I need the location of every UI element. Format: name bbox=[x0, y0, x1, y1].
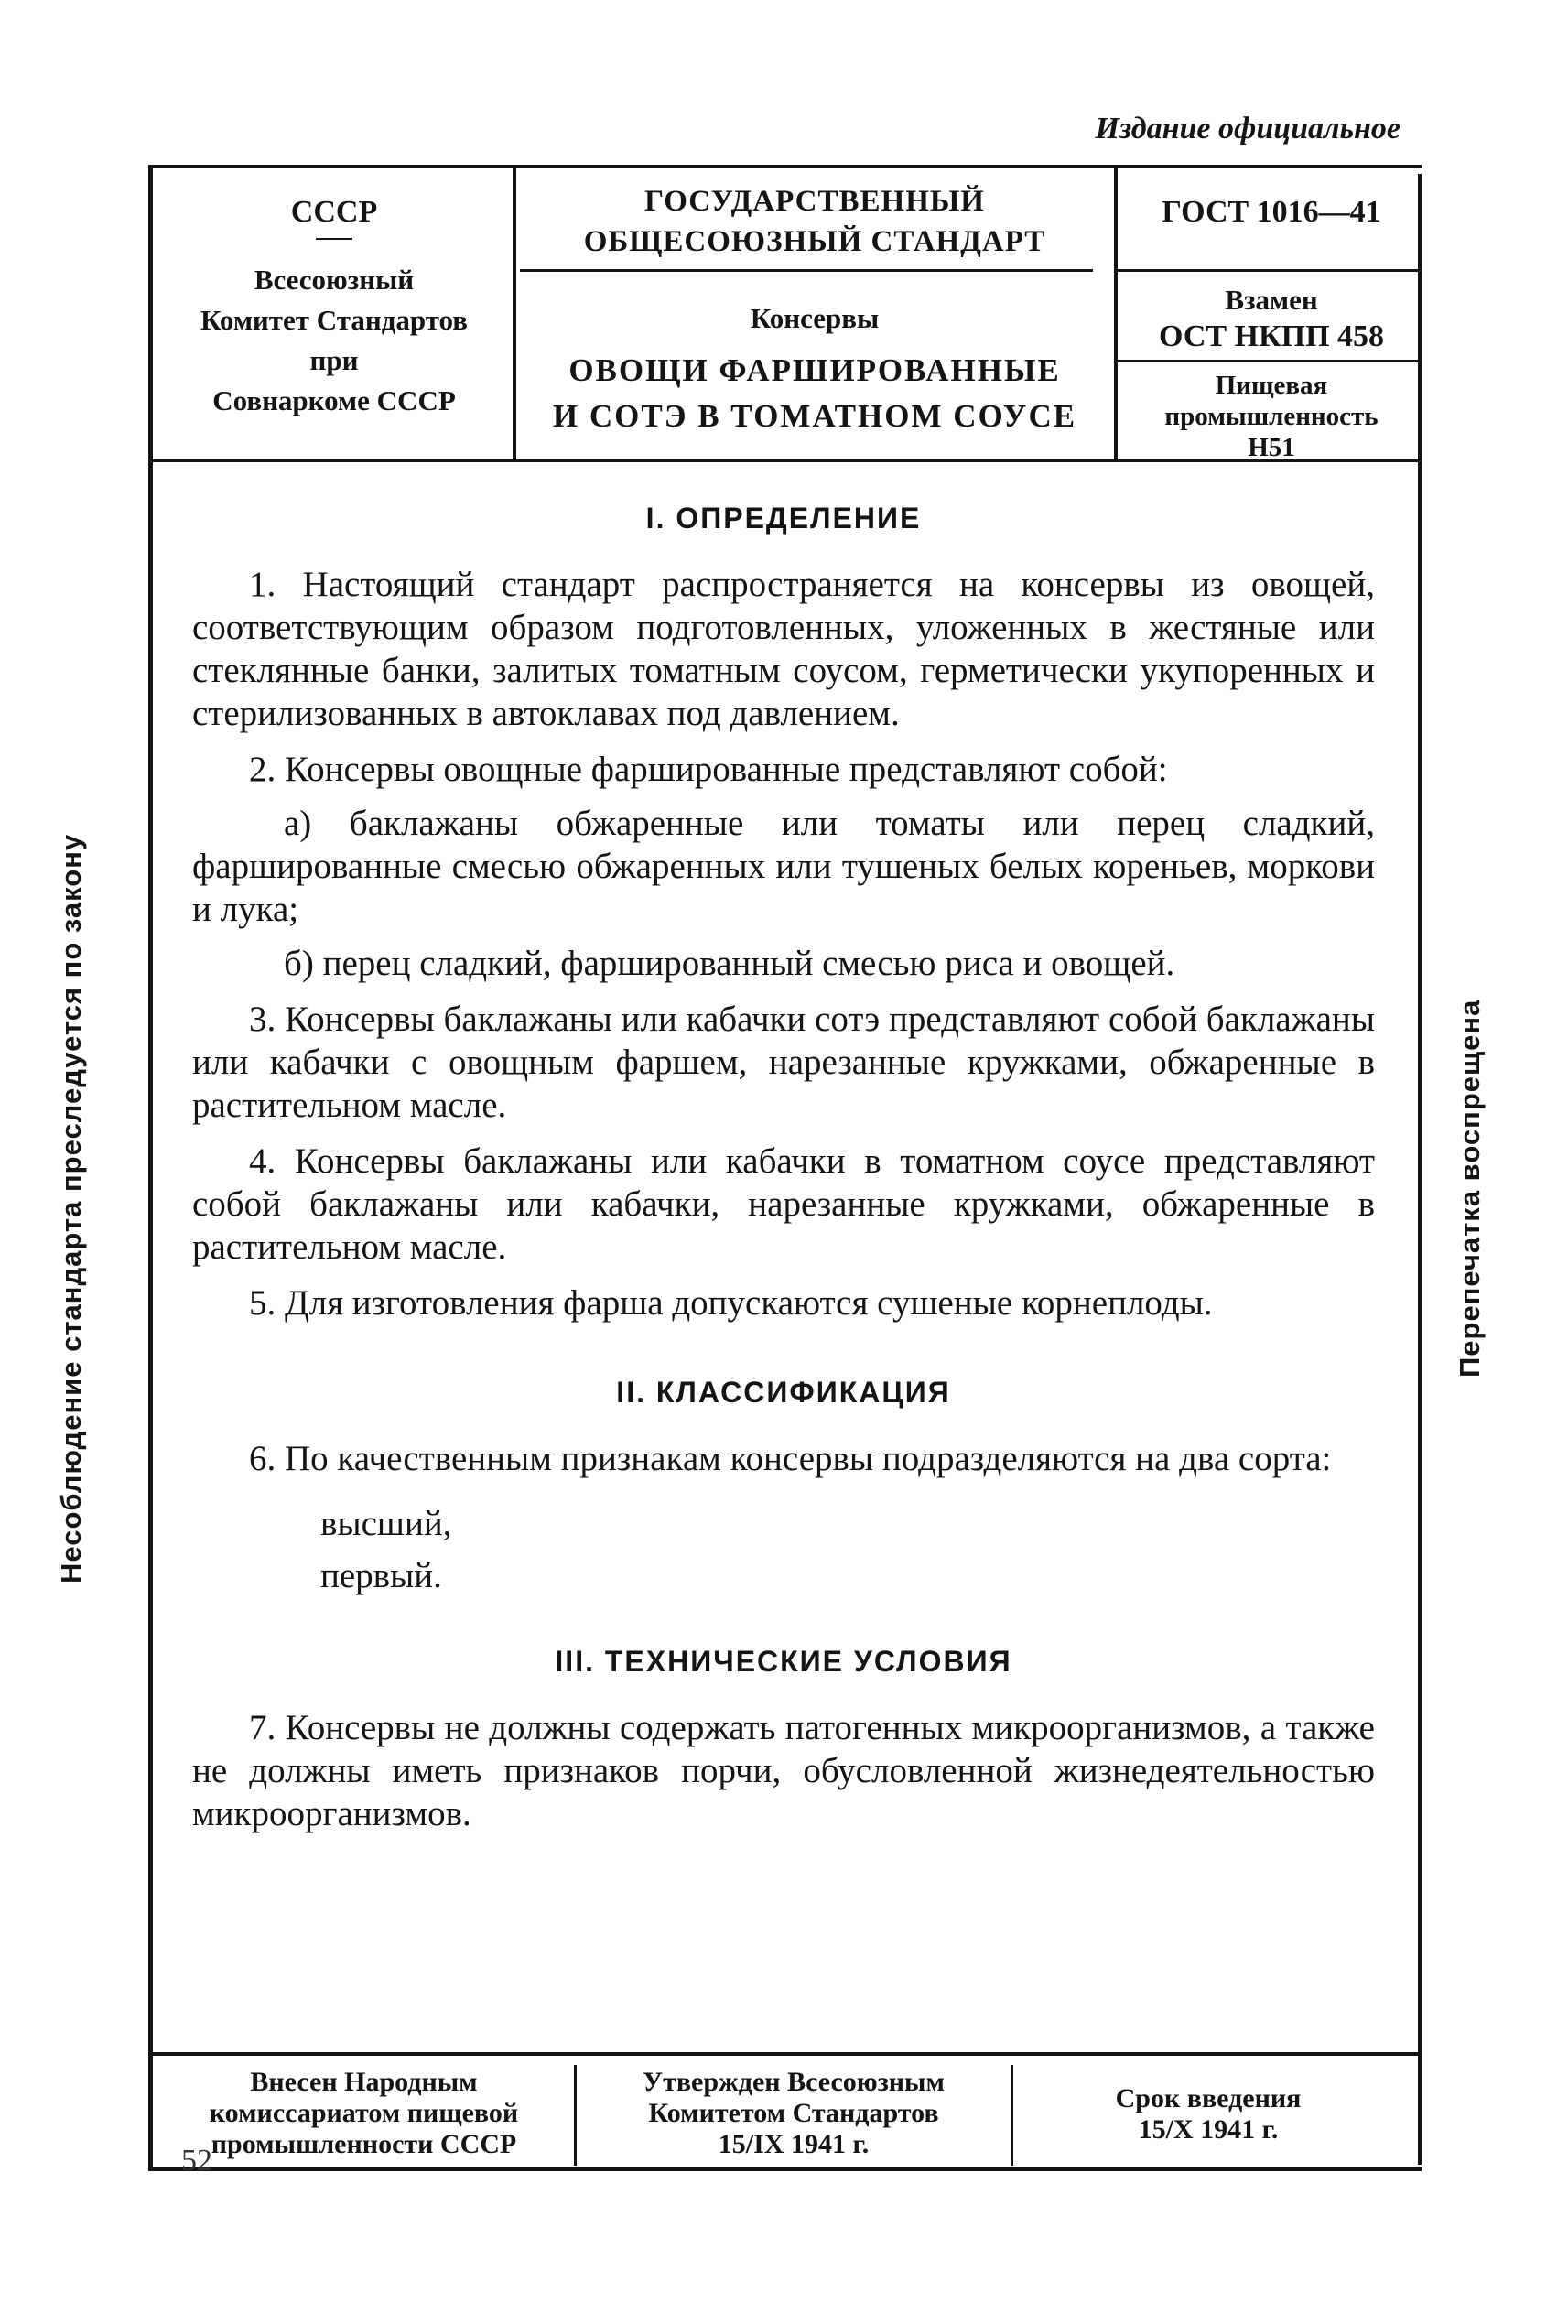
header-authority bbox=[156, 192, 513, 421]
standard-title-line: И СОТЭ В ТОМАТНОМ СОУСЕ bbox=[552, 398, 1077, 434]
industry-block bbox=[1126, 370, 1417, 463]
footer-submitted bbox=[156, 2067, 572, 2160]
replaces-block bbox=[1126, 282, 1417, 355]
replaces-label: Взамен bbox=[1225, 284, 1318, 316]
section-title: III. ТЕХНИЧЕСКИЕ УСЛОВИЯ bbox=[555, 1645, 1012, 1678]
authority-line: при bbox=[309, 344, 359, 376]
standard-type bbox=[522, 181, 1108, 262]
paragraph: 1. Настоящий стандарт распространяется на консервы из овощей, соответствующим образом подготовленных, уложенных в жестяные или стеклянные банки, залитых томатным соусом, герметически укупоренных и стерилизованных в автоклавах под давлением. bbox=[192, 565, 1375, 733]
paragraph: 7. Консервы не должны содержать патогенных микроорганизмов, а также не должны иметь признаков порчи, обусловленной жизнедеятельностью микроорганизмов. bbox=[192, 1708, 1375, 1833]
paragraph: 6. По качественным признакам консервы подразделяются на два сорта: bbox=[249, 1439, 1332, 1478]
standard-type-line: ГОСУДАРСТВЕННЫЙ bbox=[644, 185, 985, 218]
header-top-rule bbox=[148, 165, 1422, 168]
footer-bottom-rule bbox=[148, 2167, 1422, 2171]
section-title: II. КЛАССИФИКАЦИЯ bbox=[616, 1376, 951, 1409]
industry-line: промышленность bbox=[1164, 402, 1379, 431]
footer-line: 15/IX 1941 г. bbox=[718, 2129, 870, 2159]
standard-type-line: ОБЩЕСОЮЗНЫЙ СТАНДАРТ bbox=[583, 225, 1046, 258]
footer-line: промышленности СССР bbox=[211, 2129, 517, 2159]
authority-line: Всесоюзный bbox=[254, 264, 415, 296]
replaces-code: ОСТ НКПП 458 bbox=[1158, 319, 1385, 353]
paragraph: б) перец сладкий, фаршированный смесью риса и овощей. bbox=[284, 944, 1175, 983]
paragraph: 5. Для изготовления фарша допускаются сушеные корнеплоды. bbox=[249, 1283, 1213, 1323]
standard-body bbox=[192, 502, 1375, 1835]
gost-number: ГОСТ 1016—41 bbox=[1162, 195, 1381, 229]
footer-line: Срок введения bbox=[1115, 2083, 1302, 2113]
authority-line: Совнаркоме СССР bbox=[212, 384, 456, 416]
side-note-reprint: Перепечатка воспрещена bbox=[1454, 999, 1486, 1378]
header-divider-2 bbox=[1114, 168, 1118, 459]
side-note-law: Несоблюдение стандарта преследуется по закону bbox=[55, 833, 87, 1584]
section-title: I. ОПРЕДЕЛЕНИЕ bbox=[645, 502, 922, 535]
page-number: 52 bbox=[181, 2144, 212, 2178]
header-right-rule-2 bbox=[1118, 360, 1422, 362]
authority-line: Комитет Стандартов bbox=[200, 304, 469, 336]
footer-effective bbox=[1016, 2083, 1400, 2146]
frame-right-border bbox=[1418, 174, 1422, 2165]
grade-item: высший, bbox=[320, 1504, 452, 1543]
footer-top-rule bbox=[148, 2052, 1422, 2056]
paragraph: а) баклажаны обжаренные или томаты или перец сладкий, фаршированные смесью обжаренных или тушеных белых кореньев, моркови и лука; bbox=[192, 804, 1375, 929]
paragraph: 3. Консервы баклажаны или кабачки сотэ представляют собой баклажаны или кабачки с овощным фаршем, нарезанные кружками, обжаренные в растительном масле. bbox=[192, 1000, 1375, 1125]
standard-title-block bbox=[522, 302, 1108, 439]
grade-item: первый. bbox=[320, 1556, 442, 1595]
header-divider-1 bbox=[513, 168, 516, 459]
footer-line: Внесен Народным bbox=[250, 2067, 478, 2097]
footer-line: комиссариатом пищевой bbox=[209, 2098, 519, 2128]
industry-line: Пищевая bbox=[1215, 371, 1328, 400]
header-right-rule-1 bbox=[1118, 269, 1422, 272]
industry-line: Н51 bbox=[1248, 433, 1295, 462]
footer-line: Утвержден Всесоюзным bbox=[643, 2067, 945, 2097]
product-kind: Консервы bbox=[750, 302, 880, 334]
ussr-underline bbox=[316, 238, 352, 240]
edition-label: Издание официальное bbox=[1095, 112, 1400, 146]
standard-title-line: ОВОЩИ ФАРШИРОВАННЫЕ bbox=[568, 352, 1061, 388]
paragraph: 2. Консервы овощные фаршированные представляют собой: bbox=[249, 750, 1168, 789]
ussr-label: СССР bbox=[290, 195, 378, 229]
header-mid-rule bbox=[520, 269, 1093, 272]
footer-approved bbox=[579, 2067, 1009, 2160]
footer-divider-2 bbox=[1011, 2065, 1013, 2166]
footer-divider-1 bbox=[574, 2065, 577, 2166]
paragraph: 4. Консервы баклажаны или кабачки в томатном соусе представляют собой баклажаны или кабачки, нарезанные кружками, обжаренные в растительном масле. bbox=[192, 1141, 1375, 1267]
frame-left-border bbox=[148, 165, 153, 2169]
footer-line: Комитетом Стандартов bbox=[648, 2098, 939, 2128]
footer-line: 15/X 1941 г. bbox=[1138, 2114, 1279, 2145]
